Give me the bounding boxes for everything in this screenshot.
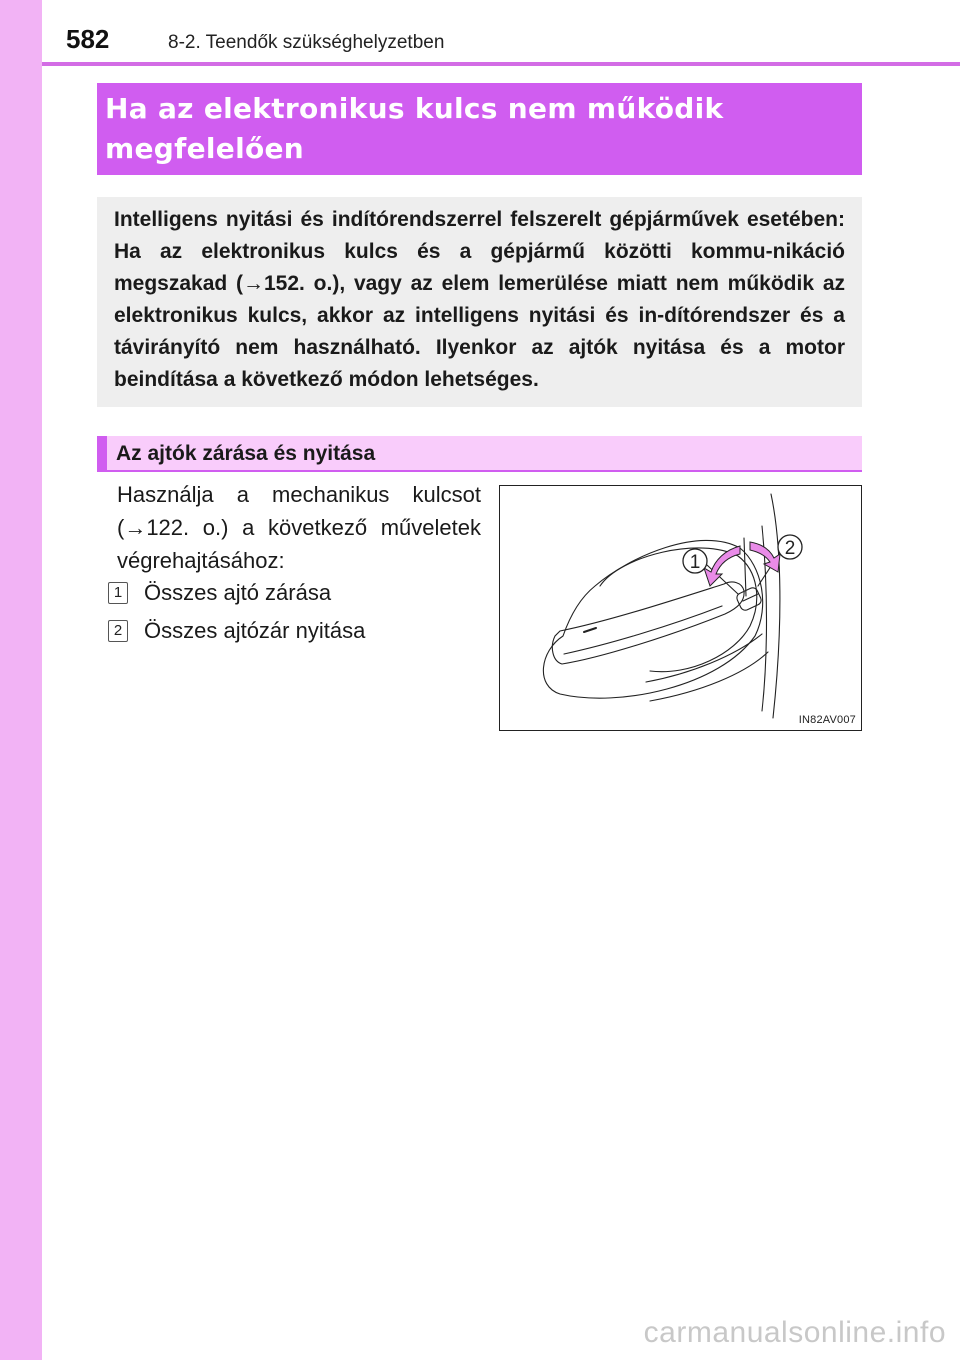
section-banner (97, 83, 862, 175)
header-rule (42, 62, 960, 66)
watermark: carmanualsonline.info (643, 1316, 946, 1349)
key-cylinder (735, 586, 763, 612)
section-title-line-1: Ha az elektronikus kulcs nem működik (105, 92, 724, 125)
handle-recess-outer (543, 540, 762, 698)
subsection-header (97, 436, 862, 472)
body-contour-line (646, 634, 762, 682)
key-slot (743, 594, 758, 601)
key-axis-line (744, 538, 746, 596)
figure-id: IN82AV007 (798, 714, 856, 726)
subsection-title: Az ajtók zárása és nyitása (116, 442, 376, 465)
intro-box (97, 197, 862, 407)
callout-1-label: 1 (689, 552, 701, 573)
thumb-index-band (0, 0, 42, 1360)
door-handle-illustration (500, 486, 861, 730)
body-text: Használja a mechanikus kulcsot (→122. o.) a következő műveletek végrehajtásához: (117, 482, 481, 573)
handle-detail (584, 628, 596, 632)
list-marker: 1 (108, 582, 128, 604)
chapter-title: 8-2. Teendők szükséghelyzetben (168, 32, 445, 53)
lock-arrow (704, 546, 740, 586)
callout-2-label: 2 (784, 538, 796, 559)
page-number: 582 (66, 24, 110, 54)
intro-text: Intelligens nyitási és indítórendszerrel felszerelt gépjárművek esetében: Ha az elektronikus kulcs és a gépjármű közötti kommu-nikáció megszakad (→152. o.), vagy az elem lemerülése miatt nem működik az elektronikus kulcs, akkor az intelligens nyitási és in-dítórendszer és a távirányító nem használható. Ilyenkor az ajtók nyitása és a motor beindítása a következő módon lehetséges. (114, 208, 845, 391)
list-item (108, 617, 365, 645)
list-label-lock-all: Összes ajtó zárása (144, 580, 332, 605)
door-handle-figure (499, 485, 862, 731)
list-label-unlock-all: Összes ajtózár nyitása (144, 618, 366, 643)
body-contour-line-lower (650, 652, 768, 701)
list-item (108, 579, 331, 607)
section-title-line-2: megfelelően (105, 132, 305, 165)
door-edge-line (771, 494, 780, 718)
door-handle (552, 582, 744, 664)
list-marker: 2 (108, 620, 128, 642)
